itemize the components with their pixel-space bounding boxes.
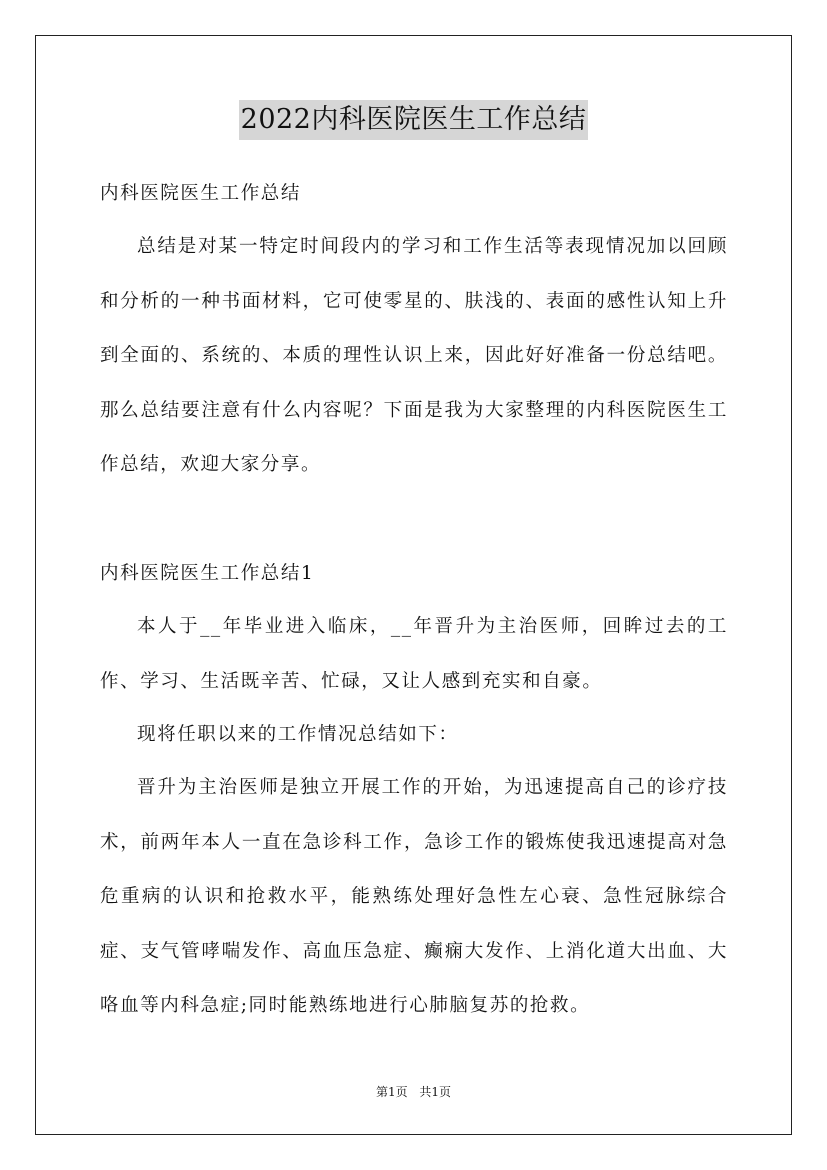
paragraph-1: 本人于__年毕业进入临床，__年晋升为主治医师，回眸过去的工作、学习、生活既辛苦、忙碌，又让人感到充实和自豪。 bbox=[100, 616, 728, 692]
document-title: 2022内科医院医生工作总结 bbox=[239, 100, 589, 140]
section-heading-1: 内科医院医生工作总结1 bbox=[100, 563, 315, 584]
page-number: 第1页 bbox=[375, 1085, 408, 1099]
page-footer bbox=[0, 1082, 827, 1102]
paragraph-3: 晋升为主治医师是独立开展工作的开始，为迅速提高自己的诊疗技术，前两年本人一直在急诊科工作，急诊工作的锻炼使我迅速提高对急危重病的认识和抢救水平，能熟练处理好急性左心衰、急性冠脉综合症、支气管哮喘发作、高血压急症、癫痫大发作、上消化道大出血、大咯血等内科急症;同时能熟练地进行心肺脑复苏的抢救。 bbox=[100, 777, 728, 1016]
paragraph-2: 现将任职以来的工作情况总结如下： bbox=[137, 724, 459, 745]
page-total: 共1页 bbox=[419, 1085, 452, 1099]
document-subtitle: 内科医院医生工作总结 bbox=[100, 183, 302, 204]
intro-paragraph: 总结是对某一特定时间段内的学习和工作生活等表现情况加以回顾和分析的一种书面材料，它可使零星的、肤浅的、表面的感性认知上升到全面的、系统的、本质的理性认识上来，因此好好准备一份总结吧。那么总结要注意有什么内容呢？下面是我为大家整理的内科医院医生工作总结，欢迎大家分享。 bbox=[100, 236, 728, 475]
title-container bbox=[0, 100, 827, 140]
